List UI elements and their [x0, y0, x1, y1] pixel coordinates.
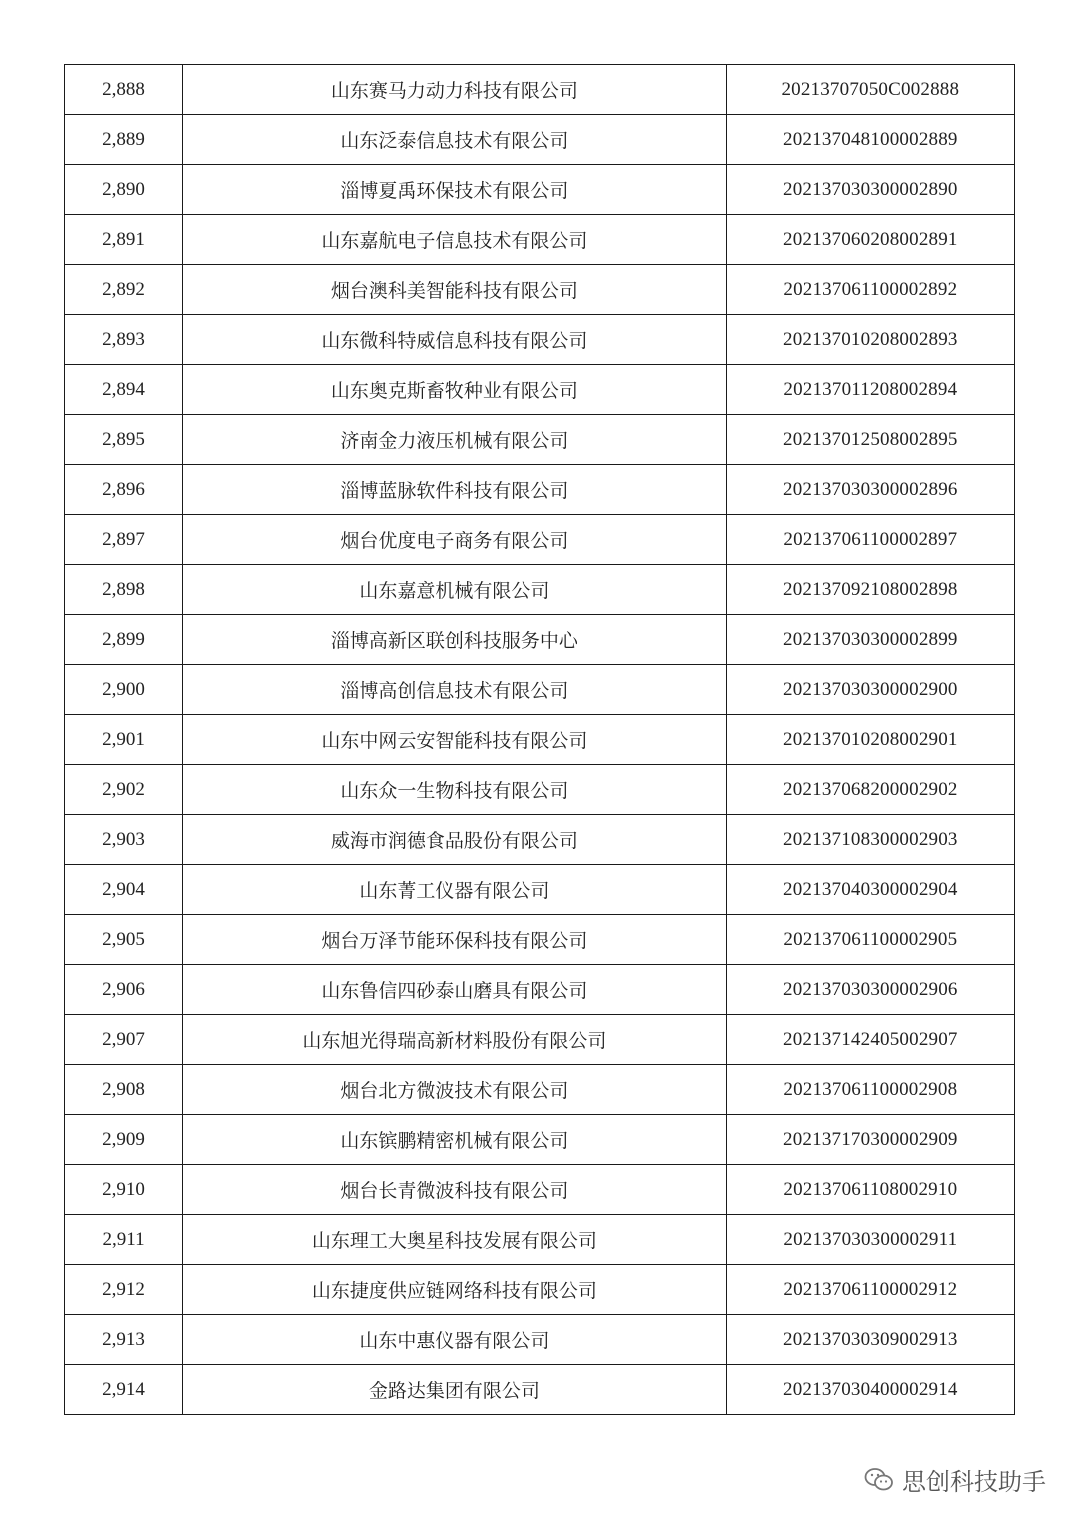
company-name: 山东奥克斯畜牧种业有限公司: [183, 365, 727, 415]
row-number: 2,909: [65, 1115, 183, 1165]
registration-code: 202137030300002890: [726, 165, 1014, 215]
company-name: 淄博蓝脉软件科技有限公司: [183, 465, 727, 515]
row-number: 2,899: [65, 615, 183, 665]
company-name: 山东赛马力动力科技有限公司: [183, 65, 727, 115]
company-name: 山东鲁信四砂泰山磨具有限公司: [183, 965, 727, 1015]
registration-code: 202137040300002904: [726, 865, 1014, 915]
registration-code: 202137061100002908: [726, 1065, 1014, 1115]
row-number: 2,888: [65, 65, 183, 115]
wechat-icon: [864, 1467, 894, 1493]
registration-code: 202137010208002893: [726, 315, 1014, 365]
company-name: 烟台优度电子商务有限公司: [183, 515, 727, 565]
company-name: 烟台长青微波科技有限公司: [183, 1165, 727, 1215]
watermark: [864, 1462, 1046, 1497]
row-number: 2,904: [65, 865, 183, 915]
row-number: 2,890: [65, 165, 183, 215]
registration-code: 202137061100002912: [726, 1265, 1014, 1315]
table-row: [65, 415, 1015, 465]
row-number: 2,897: [65, 515, 183, 565]
company-name: 淄博夏禹环保技术有限公司: [183, 165, 727, 215]
company-name: 山东嘉意机械有限公司: [183, 565, 727, 615]
registration-code: 202137061108002910: [726, 1165, 1014, 1215]
registration-code: 202137061100002905: [726, 915, 1014, 965]
company-name: 金路达集团有限公司: [183, 1365, 727, 1415]
row-number: 2,903: [65, 815, 183, 865]
table-row: [65, 1115, 1015, 1165]
company-name: 烟台澳科美智能科技有限公司: [183, 265, 727, 315]
registration-code: 202137030300002899: [726, 615, 1014, 665]
row-number: 2,914: [65, 1365, 183, 1415]
company-name: 山东镔鹏精密机械有限公司: [183, 1115, 727, 1165]
registration-code: 202137030300002900: [726, 665, 1014, 715]
registration-code: 202137030309002913: [726, 1315, 1014, 1365]
row-number: 2,902: [65, 765, 183, 815]
company-name: 山东捷度供应链网络科技有限公司: [183, 1265, 727, 1315]
table-row: [65, 315, 1015, 365]
company-name: 淄博高创信息技术有限公司: [183, 665, 727, 715]
company-name: 威海市润德食品股份有限公司: [183, 815, 727, 865]
company-name: 山东中网云安智能科技有限公司: [183, 715, 727, 765]
registration-code: 202137030400002914: [726, 1365, 1014, 1415]
row-number: 2,892: [65, 265, 183, 315]
registration-code: 202137012508002895: [726, 415, 1014, 465]
row-number: 2,898: [65, 565, 183, 615]
registration-code: 202137170300002909: [726, 1115, 1014, 1165]
row-number: 2,910: [65, 1165, 183, 1215]
table-row: [65, 1065, 1015, 1115]
company-name: 济南金力液压机械有限公司: [183, 415, 727, 465]
table-row: [65, 515, 1015, 565]
company-name: 山东微科特威信息科技有限公司: [183, 315, 727, 365]
table-row: [65, 1265, 1015, 1315]
table-row: [65, 565, 1015, 615]
company-registry-table: [64, 64, 1015, 1415]
table-row: [65, 65, 1015, 115]
watermark-text: 思创科技助手: [902, 1468, 1046, 1496]
row-number: 2,905: [65, 915, 183, 965]
row-number: 2,894: [65, 365, 183, 415]
row-number: 2,906: [65, 965, 183, 1015]
row-number: 2,893: [65, 315, 183, 365]
row-number: 2,901: [65, 715, 183, 765]
table-row: [65, 165, 1015, 215]
registration-code: 202137010208002901: [726, 715, 1014, 765]
company-name: 山东理工大奥星科技发展有限公司: [183, 1215, 727, 1265]
table-row: [65, 715, 1015, 765]
registration-code: 202137142405002907: [726, 1015, 1014, 1065]
registration-code: 202137108300002903: [726, 815, 1014, 865]
row-number: 2,895: [65, 415, 183, 465]
row-number: 2,896: [65, 465, 183, 515]
company-name: 山东菁工仪器有限公司: [183, 865, 727, 915]
registration-code: 202137030300002911: [726, 1215, 1014, 1265]
table-body: [65, 65, 1015, 1415]
registration-code: 202137061100002897: [726, 515, 1014, 565]
table-row: [65, 965, 1015, 1015]
table-row: [65, 665, 1015, 715]
registration-code: 202137030300002906: [726, 965, 1014, 1015]
company-name: 山东中惠仪器有限公司: [183, 1315, 727, 1365]
table-row: [65, 365, 1015, 415]
table-row: [65, 265, 1015, 315]
table-row: [65, 1165, 1015, 1215]
table-row: [65, 115, 1015, 165]
company-name: 山东嘉航电子信息技术有限公司: [183, 215, 727, 265]
company-name: 淄博高新区联创科技服务中心: [183, 615, 727, 665]
table-row: [65, 1315, 1015, 1365]
registration-code: 20213707050C002888: [726, 65, 1014, 115]
row-number: 2,912: [65, 1265, 183, 1315]
registration-code: 202137060208002891: [726, 215, 1014, 265]
company-name: 山东旭光得瑞高新材料股份有限公司: [183, 1015, 727, 1065]
row-number: 2,907: [65, 1015, 183, 1065]
row-number: 2,911: [65, 1215, 183, 1265]
table-row: [65, 865, 1015, 915]
registration-code: 202137011208002894: [726, 365, 1014, 415]
registration-code: 202137092108002898: [726, 565, 1014, 615]
table-row: [65, 615, 1015, 665]
company-name: 烟台万泽节能环保科技有限公司: [183, 915, 727, 965]
row-number: 2,891: [65, 215, 183, 265]
row-number: 2,889: [65, 115, 183, 165]
registration-code: 202137068200002902: [726, 765, 1014, 815]
table-row: [65, 765, 1015, 815]
table-row: [65, 815, 1015, 865]
company-name: 山东众一生物科技有限公司: [183, 765, 727, 815]
row-number: 2,913: [65, 1315, 183, 1365]
row-number: 2,908: [65, 1065, 183, 1115]
company-name: 烟台北方微波技术有限公司: [183, 1065, 727, 1115]
table-row: [65, 465, 1015, 515]
registration-code: 202137061100002892: [726, 265, 1014, 315]
table-row: [65, 1365, 1015, 1415]
table-row: [65, 1015, 1015, 1065]
registration-code: 202137048100002889: [726, 115, 1014, 165]
registration-code: 202137030300002896: [726, 465, 1014, 515]
table-row: [65, 915, 1015, 965]
company-name: 山东泛泰信息技术有限公司: [183, 115, 727, 165]
table-row: [65, 215, 1015, 265]
table-row: [65, 1215, 1015, 1265]
row-number: 2,900: [65, 665, 183, 715]
